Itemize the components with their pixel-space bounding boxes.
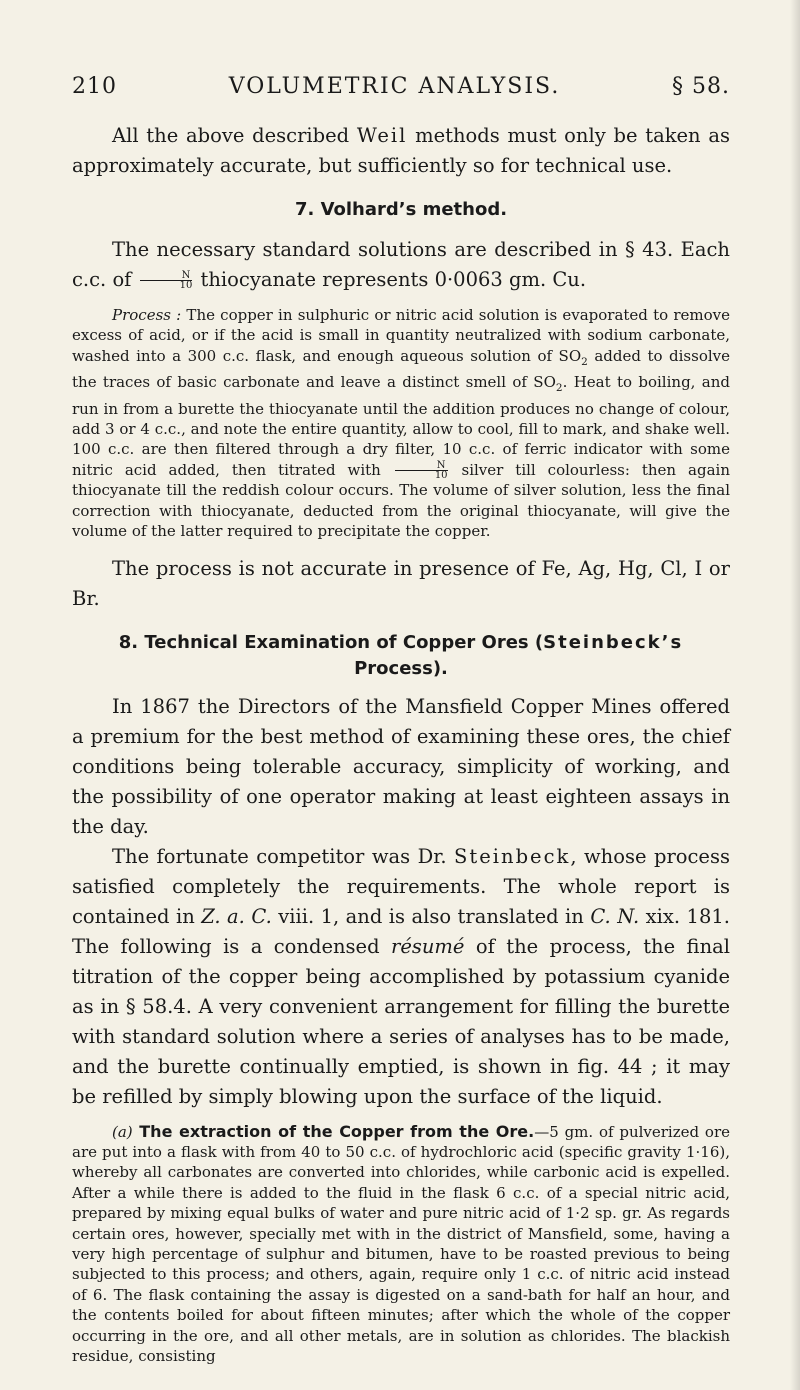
process-paragraph — [72, 305, 730, 542]
lead-text-2: thiocyanate represents 0·0063 gm. Cu. — [194, 268, 587, 291]
running-title: VOLUMETRIC ANALYSIS. — [228, 74, 561, 99]
process-text-4: silver till colourless: then again thiocyanate till the reddish colour occurs. The volume of silver solution, less the final correction with thiocyanate, deducted from the original thiocyanate, will give the volume of the latter required to precipitate the copper. — [72, 460, 730, 541]
extraction-text: —5 gm. of pulverized ore are put into a flask with from 40 to 50 c.c. of hydrochloric acid (specific gravity 1·16), whereby all carbonates are converted into chlorides, while carbonic acid is expelled. After a while there is added to the fluid in the flask 6 c.c. of a special nitric acid, prepared by mixing equal bulks of water and pure nitric acid of 1·2 sp. gr. As regards certain ores, however, specially met with in the district of Mansfield, some, having a very high percentage of sulphur and bitumen, have to be roasted previous to being subjected to this process; and others, again, require only 1 c.c. of nitric acid instead of 6. The flask containing the assay is digested on a sand-bath for half an hour, and the contents boiled for about fifteen minutes; after which the whole of the copper occurring in the ore, and all other metals, are in solution as chlorides. The blackish residue, consisting — [72, 1122, 730, 1366]
running-header — [72, 74, 730, 99]
section-8-heading-name: Steinbeck’s — [543, 631, 684, 653]
so2-subscript-2: 2 — [555, 382, 563, 395]
fraction-denominator: 10 — [140, 280, 193, 290]
steinbeck-text-3: viii. 1, and is also translated in — [271, 904, 591, 928]
fraction-n-10 — [140, 271, 193, 290]
process-label: Process : — [112, 306, 182, 324]
intro-paragraph — [72, 121, 730, 181]
process-text-3: . Heat to boiling, and run in from a burette the thiocyanate until the addition produces no change of colour, add 3 or 4 c.c., and note the entire quantity, allow to cool, fill to mark, and shake well. 100 c.c. are then filtered through a dry filter, 10 c.c. of ferric indicator with some nitric acid added, then titrated with — [72, 373, 730, 479]
intro-text-1: All the above described — [112, 124, 357, 147]
fraction-numerator: N — [436, 460, 446, 472]
reference-z-a-c: Z. a. C. — [201, 904, 272, 928]
intro-name: Weil — [356, 124, 408, 147]
steinbeck-text-5: of the process, the final titration of the copper being accomplished by potassium cyanide as in § 58.4. A very convenient arrangement for filling the burette with standard solution where a series of analyses has to be made, and the burette continually emptied, is shown in fig. 44 ; it may be refilled by simply blowing upon the surface of the liquid. — [72, 934, 730, 1108]
fraction-n-10-silver — [395, 461, 448, 480]
steinbeck-text-4: xix. 181. The following is a condensed — [72, 904, 730, 958]
process-text-2: added to dissolve the traces of basic carbonate and leave a distinct smell of SO — [72, 346, 731, 392]
extraction-paragraph — [72, 1122, 730, 1367]
accuracy-note: The process is not accurate in presence of Fe, Ag, Hg, Cl, I or Br. — [72, 556, 730, 610]
steinbeck-text-1: The fortunate competitor was Dr. — [112, 844, 455, 868]
lead-text-1: The necessary standard solutions are described in § 43. Each c.c. of — [72, 238, 730, 291]
section-8-heading-text-2: Process). — [354, 657, 448, 679]
subsection-a-heading: The extraction of the Copper from the Ore. — [132, 1121, 535, 1141]
section-7-heading: 7. Volhard’s method. — [294, 199, 508, 220]
page-number: 210 — [72, 74, 117, 99]
fraction-denominator: 10 — [395, 470, 448, 480]
section-8-heading — [72, 630, 730, 682]
section-8-heading-text: 8. Technical Examination of Copper Ores ( — [118, 631, 544, 653]
reference-c-n: C. N. — [590, 904, 640, 928]
intro-text-2: methods must only be taken as approximately accurate, but sufficiently so for technical use. — [72, 124, 730, 177]
section-number: § 58. — [672, 74, 730, 99]
steinbeck-text-2: , whose process satisfied completely the requirements. The whole report is contained in — [72, 844, 730, 928]
process-text-1: The copper in sulphuric or nitric acid solution is evaporated to remove excess of acid, or if the acid is small in quantity neutralized with sodium carbonate, washed into a 300 c.c. flask, and enough aqueous solution of SO — [72, 306, 731, 365]
page-edge-shadow — [790, 0, 800, 1390]
mansfield-paragraph: In 1867 the Directors of the Mansfield Copper Mines offered a premium for the best method of examining these ores, the chief conditions being tolerable accuracy, simplicity of working, and the possibility of one operator making at least eighteen assays in the day. — [72, 694, 730, 838]
section-7-lead — [72, 235, 730, 295]
so2-subscript-1: 2 — [581, 355, 588, 368]
steinbeck-paragraph — [72, 842, 730, 1112]
subsection-a-label: (a) — [112, 1122, 133, 1141]
resume-word: résumé — [391, 934, 465, 958]
fraction-numerator: N — [181, 270, 191, 281]
steinbeck-name: Steinbeck — [454, 844, 571, 868]
